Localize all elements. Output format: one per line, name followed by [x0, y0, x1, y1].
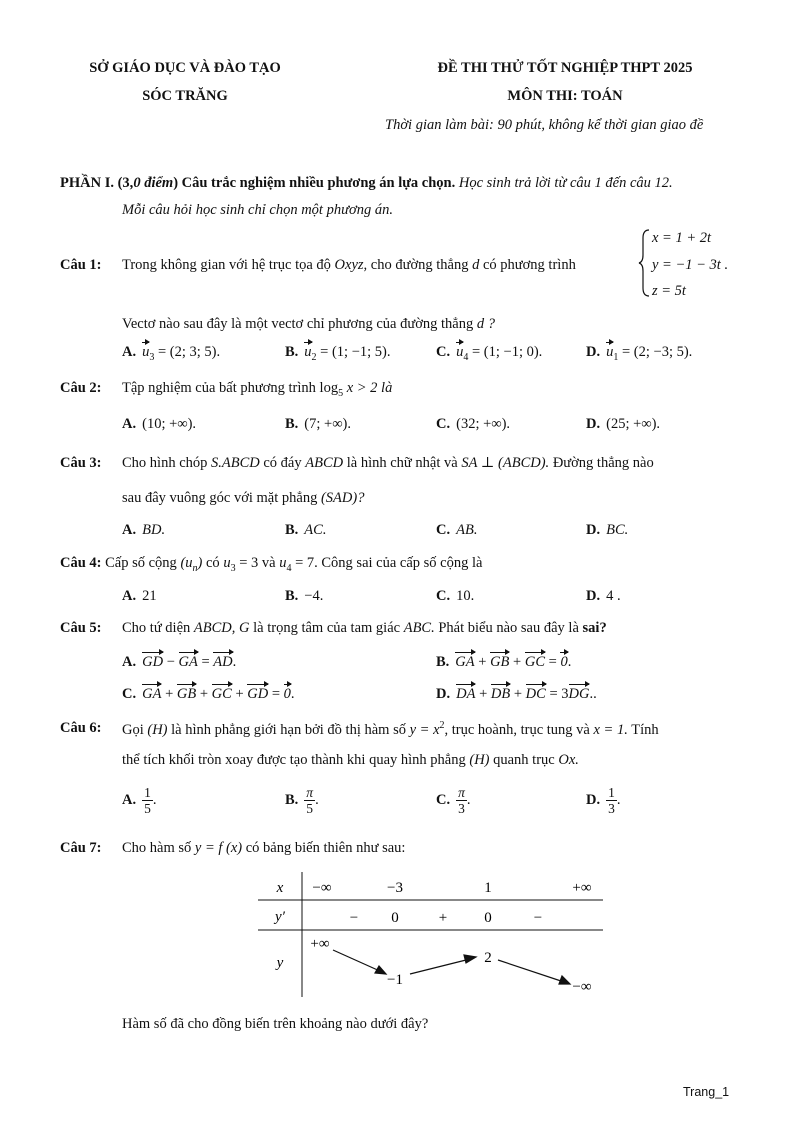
q7-text-2: Hàm số đã cho đồng biến trên khoảng nào dưới đây? — [122, 1016, 429, 1032]
q5-text — [122, 620, 607, 637]
q4-u3-val: = 3 — [235, 555, 259, 571]
q2-log: log — [319, 380, 339, 396]
q5-option-b[interactable]: B. GA + GB + GC = 0. — [436, 654, 572, 670]
q4-option-b[interactable]: B. −4. — [285, 588, 324, 604]
q5-text-c: Phát biểu nào sau đây là — [438, 620, 579, 636]
q4-text-a: Cấp số cộng — [105, 555, 177, 571]
x-val-1: 1 — [484, 880, 492, 896]
q4-sequence-sub: n — [192, 562, 198, 574]
y-val-neg-inf: −∞ — [572, 979, 592, 995]
q2-log-base: 5 — [338, 387, 344, 399]
q3-label: Câu 3: — [60, 455, 102, 471]
q3-text-2 — [122, 490, 364, 507]
q7-label: Câu 7: — [60, 840, 102, 856]
q5-option-c[interactable]: C. GA + GB + GC + GD = 0. — [122, 686, 295, 702]
yp-sign-2: + — [438, 910, 448, 926]
q7-text-a: Cho hàm số — [122, 840, 192, 856]
q3-plane: (SAD)? — [320, 490, 365, 506]
q1-system-brace — [638, 228, 652, 298]
table-row-y-label: y — [276, 955, 284, 971]
q6-text-2 — [122, 752, 579, 769]
q1-option-d[interactable]: D. $u_1 = (2$; −3; 5). — [586, 344, 693, 363]
q7-fn: y = f (x) — [194, 840, 243, 856]
q1-oxyz: Oxyz, — [334, 257, 368, 273]
q5-triangle: ABC. — [403, 620, 435, 636]
q4-text-b: có — [206, 555, 220, 571]
q2-text-a: Tập nghiệm của bất phương trình — [122, 380, 316, 396]
q4-u4-sub: 4 — [286, 562, 292, 574]
time-note: Thời gian làm bài: 90 phút, không kể thời gian giao đề — [385, 117, 704, 133]
q6-h2: (H) — [469, 752, 490, 768]
q5-label: Câu 5: — [60, 620, 102, 636]
q6-x1: x = 1. — [593, 721, 628, 738]
q2-text — [122, 380, 392, 399]
q4-option-c[interactable]: C. 10. — [436, 588, 475, 604]
q3-option-b[interactable]: B. AC. — [285, 522, 327, 538]
q6-text-c: , trục hoành, trục tung và — [444, 721, 590, 738]
q1-text-2 — [122, 316, 495, 333]
q3-base: ABCD — [305, 455, 344, 471]
q2-option-d[interactable]: D. (25; +∞). — [586, 416, 661, 432]
q2-option-b[interactable]: B. (7; +∞). — [285, 416, 351, 432]
table-row-yp-label: y′ — [275, 909, 285, 925]
q2-option-c[interactable]: C. (32; +∞). — [436, 416, 511, 432]
q3-text-a: Cho hình chóp — [122, 455, 208, 471]
q4-option-a[interactable]: A. 21 — [122, 588, 157, 604]
yp-zero-1: 0 — [391, 910, 399, 926]
org-name: SỞ GIÁO DỤC VÀ ĐÀO TẠO — [89, 60, 281, 76]
y-val-pos-inf: +∞ — [310, 936, 330, 952]
q3-text-d: Đường thẳng nào — [552, 455, 654, 471]
q1-system-line1: x = 1 + 2t — [652, 230, 712, 246]
table-row-x-label: x — [276, 880, 284, 896]
q6-text2-a: thể tích khối tròn xoay được tạo thành khi quay hình phẳng — [122, 752, 466, 768]
q3-option-c[interactable]: C. AB. — [436, 522, 478, 538]
q6-ox: Ox. — [558, 752, 579, 768]
q3-text — [122, 455, 654, 472]
q4-u4-val: = 7. — [291, 555, 318, 571]
q6-fn: y = x — [409, 721, 440, 738]
q1-text-c: có phương trình — [482, 257, 576, 273]
q1-option-b[interactable]: B. $u_2 = (1$; −1; 5). — [285, 344, 391, 363]
q3-text2-a: sau đây vuông góc với mặt phẳng — [122, 490, 318, 506]
q3-text-b: có đáy — [263, 455, 302, 471]
part1-heading — [60, 175, 673, 192]
q2-label: Câu 2: — [60, 380, 102, 396]
q4-u3-sub: 3 — [230, 562, 236, 574]
exam-subject: MÔN THI: TOÁN — [507, 88, 623, 104]
part1-heading-a: PHẦN I. (3, — [60, 175, 134, 191]
q1-text-b: cho đường thẳng — [370, 257, 469, 273]
yp-sign-3: − — [533, 910, 543, 926]
q5-option-a[interactable]: A. GD − GA = AD. — [122, 654, 237, 670]
q6-option-a[interactable]: A. $\frac{1}{5}$ . — [122, 785, 157, 816]
q4-sequence: (u — [180, 555, 193, 571]
q6-option-c[interactable]: C. $\frac{\pi}{3}$ . — [436, 785, 471, 816]
x-val-neg-inf: −∞ — [312, 880, 332, 896]
q1-system-line3: z = 5t — [652, 283, 686, 299]
q5-tetra: ABCD, — [193, 620, 236, 636]
yp-sign-1: − — [349, 910, 359, 926]
q3-option-d[interactable]: D. BC. — [586, 522, 629, 538]
q1-d: d — [472, 257, 480, 273]
yp-zero-2: 0 — [484, 910, 492, 926]
x-val-pos-inf: +∞ — [572, 880, 592, 896]
exam-title: ĐỀ THI THỬ TỐT NGHIỆP THPT 2025 — [437, 60, 693, 76]
q7-text — [122, 840, 405, 857]
org-province: SÓC TRĂNG — [142, 88, 228, 104]
q3-text-c: là hình chữ nhật và — [346, 455, 458, 471]
q1-text-a: Trong không gian với hệ trục tọa độ — [122, 257, 331, 273]
q4-u3: u — [223, 555, 231, 571]
q1-system-line2: y = −1 − 3t . — [652, 257, 729, 273]
q6-option-d[interactable]: D. $\frac{1}{3}$ . — [586, 785, 621, 816]
q1-text2: Vectơ nào sau đây là một vectơ chỉ phương của đường thẳng — [122, 316, 474, 332]
q6-text-a: Gọi — [122, 721, 144, 738]
q6-fn-sup: 2 — [439, 720, 445, 731]
part1-instruction-2: Mỗi câu hỏi học sinh chỉ chọn một phương án. — [122, 202, 393, 218]
q1-option-a[interactable]: A. $u_3 = (2$; 3; 5). — [122, 344, 221, 363]
q1-option-c[interactable]: C. $u_4 = (1$; −1; 0). — [436, 344, 543, 363]
q7-text-b: có bảng biến thiên như sau: — [245, 840, 406, 856]
q5-sai: sai? — [582, 620, 607, 636]
q4-text-c: và — [261, 555, 276, 571]
y-val-2: 2 — [484, 950, 492, 966]
q3-perp: SA ⊥ (ABCD). — [461, 455, 550, 471]
part1-points: 0 điểm — [133, 175, 174, 191]
q6-text-b: là hình phẳng giới hạn bởi đồ thị hàm số — [171, 721, 406, 738]
q4-sequence-close: ) — [197, 555, 203, 571]
q1-label: Câu 1: — [60, 257, 102, 273]
q5-option-d[interactable]: D. DA + DB + DC = 3DG.. — [436, 686, 597, 702]
part1-heading-b: ) Câu trắc nghiệm nhiều phương án lựa chọn. — [173, 175, 456, 191]
q6-text-d: Tính — [631, 721, 659, 738]
variation-table — [258, 872, 603, 997]
q6-option-b[interactable]: B. $\frac{\pi}{5}$ . — [285, 785, 319, 816]
q5-text-b: là trọng tâm của tam giác — [253, 620, 401, 636]
q3-pyramid: S.ABCD — [211, 455, 260, 471]
q5-g: G — [239, 620, 250, 636]
q6-label: Câu 6: — [60, 720, 102, 736]
part1-instruction: Học sinh trả lời từ câu 1 đến câu 12. — [455, 175, 673, 191]
x-val-minus3: −3 — [387, 880, 403, 896]
arrow-increasing — [410, 955, 476, 974]
q2-text-b: x > 2 là — [343, 380, 393, 396]
q6-text — [122, 720, 659, 739]
page-number: Trang_1 — [683, 1085, 730, 1099]
q4-text-d: Công sai của cấp số cộng là — [321, 555, 483, 571]
q4-text — [60, 555, 482, 574]
q1-text2-d: d ? — [476, 316, 495, 332]
q3-option-a[interactable]: A. BD. — [122, 522, 166, 538]
q5-text-a: Cho tứ diện — [122, 620, 191, 636]
q4-label: Câu 4: — [60, 555, 102, 571]
q2-option-a[interactable]: A. (10; +∞). — [122, 416, 197, 432]
q4-u4: u — [279, 555, 287, 571]
y-val-minus1: −1 — [387, 972, 403, 988]
q6-text2-b: quanh trục — [493, 752, 555, 768]
arrow-decreasing-1 — [333, 950, 386, 974]
q4-option-d[interactable]: D. 4 . — [586, 588, 621, 604]
q1-text — [122, 257, 576, 274]
q6-h: (H) — [147, 721, 168, 738]
arrow-decreasing-2 — [498, 960, 570, 984]
